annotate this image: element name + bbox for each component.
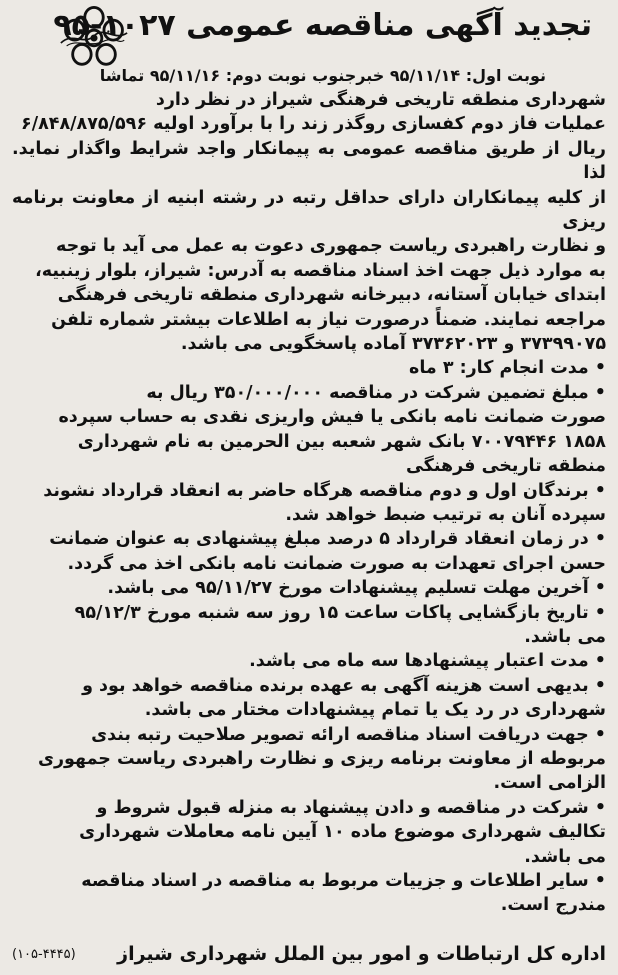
condition-line: صورت ضمانت نامه بانکی یا فیش واریزی نقدی به حساب سپرده	[58, 407, 606, 428]
condition-line: می باشد.	[524, 626, 606, 647]
notice-code: (۱۰۵-۴۴۴۵)	[12, 946, 76, 962]
condition-line: • جهت دریافت اسناد مناقصه ارائه تصویر صلاحیت رتبه بندی	[91, 724, 606, 745]
condition-line: مربوطه از معاونت برنامه ریزی و نظارت راهبردی ریاست جمهوری	[37, 748, 606, 769]
intro-line: ابتدای خیابان آستانه، دبیرخانه شهرداری منطقه تاریخی فرهنگی	[57, 285, 606, 306]
condition-line: سپرده آنان به ترتیب ضبط خواهد شد.	[285, 504, 606, 525]
condition-line: • بدیهی است هزینه آگهی به عهده برنده مناقصه خواهد بود و	[82, 675, 606, 696]
intro-line: و نظارت راهبردی ریاست جمهوری دعوت به عمل می آید با توجه	[55, 236, 606, 257]
intro-line: ۳۷۳۹۹۰۷۵ و ۳۷۳۶۲۰۲۳ آماده پاسخگویی می باشد.	[180, 334, 606, 355]
condition-line: ۱۸۵۸ ۷۰۰۷۹۴۴۶ بانک شهر شعبه بین الحرمین به نام شهرداری	[77, 431, 606, 452]
condition-line: • شرکت در مناقصه و دادن پیشنهاد به منزله قبول شروط و	[96, 797, 606, 818]
condition-line: • مدت انجام کار: ۳ ماه	[408, 358, 606, 379]
condition-line: حسن اجرای تعهدات به صورت ضمانت نامه بانکی اخذ می گردد.	[67, 553, 606, 574]
intro-line: مراجعه نمایند. ضمناً درصورت نیاز به اطلاعات بیشتر شماره تلفن	[51, 309, 606, 330]
intro-line: شهرداری منطقه تاریخی فرهنگی شیراز در نظر دارد	[155, 90, 606, 110]
condition-line: منطقه تاریخی فرهنگی	[405, 456, 606, 477]
notice-intro	[12, 88, 606, 356]
notice-conditions	[12, 356, 606, 917]
intro-line: عملیات فاز دوم کفسازی روگذر زند را با برآورد اولیه ۶/۸۴۸/۸۷۵/۵۹۶	[21, 114, 606, 135]
condition-line: • برندگان اول و دوم مناقصه هرگاه حاضر به انعقاد قرارداد نشوند	[43, 480, 606, 501]
notice-footer	[12, 939, 606, 969]
issuing-office: اداره کل ارتباطات و امور بین الملل شهرداری شیراز	[117, 943, 606, 965]
intro-line: از کلیه پیمانکاران دارای حداقل رتبه در رشته ابنیه از معاونت برنامه ریزی	[12, 187, 606, 233]
condition-line: شهرداری در رد یک یا تمام پیشنهادات مختار می باشد.	[144, 700, 606, 721]
condition-line: • در زمان انعقاد قرارداد ۵ درصد مبلغ پیشنهادی به عنوان ضمانت	[49, 529, 606, 550]
condition-line: مندرج است.	[500, 895, 606, 916]
condition-line: می باشد.	[524, 846, 606, 867]
condition-line: الزامی است.	[493, 773, 606, 794]
notice-title: تجدید آگهی مناقصه عمومی ۱۰۲۷-۹۵	[53, 8, 592, 43]
intro-line: ریال از طریق مناقصه عمومی به پیمانکار واجد شرایط واگذار نماید. لذا	[12, 138, 606, 184]
condition-line: • سایر اطلاعات و جزییات مربوط به مناقصه در اسناد مناقصه	[81, 871, 606, 891]
condition-line: • آخرین مهلت تسلیم پیشنهادات مورخ ۹۵/۱۱/۲۷ می باشد.	[107, 578, 606, 599]
intro-line: به موارد ذیل جهت اخذ اسناد مناقصه به آدرس: شیراز، بلوار زینبیه،	[35, 260, 606, 281]
condition-line: • مبلغ تضمین شرکت در مناقصه ۳۵۰/۰۰۰/۰۰۰ ریال به	[146, 382, 606, 403]
condition-line: تکالیف شهرداری موضوع ماده ۱۰ آیین نامه معاملات شهرداری	[79, 822, 606, 843]
condition-line: • مدت اعتبار پیشنهادها سه ماه می باشد.	[249, 651, 606, 672]
publication-rounds: نوبت اول: ۹۵/۱۱/۱۴ خبرجنوب نوبت دوم: ۹۵/۱۱/۱۶ تماشا	[99, 66, 546, 85]
notice-header	[12, 6, 606, 66]
condition-line: • تاریخ بازگشایی پاکات ساعت ۱۵ روز سه شنبه مورخ ۹۵/۱۲/۳	[74, 602, 606, 623]
